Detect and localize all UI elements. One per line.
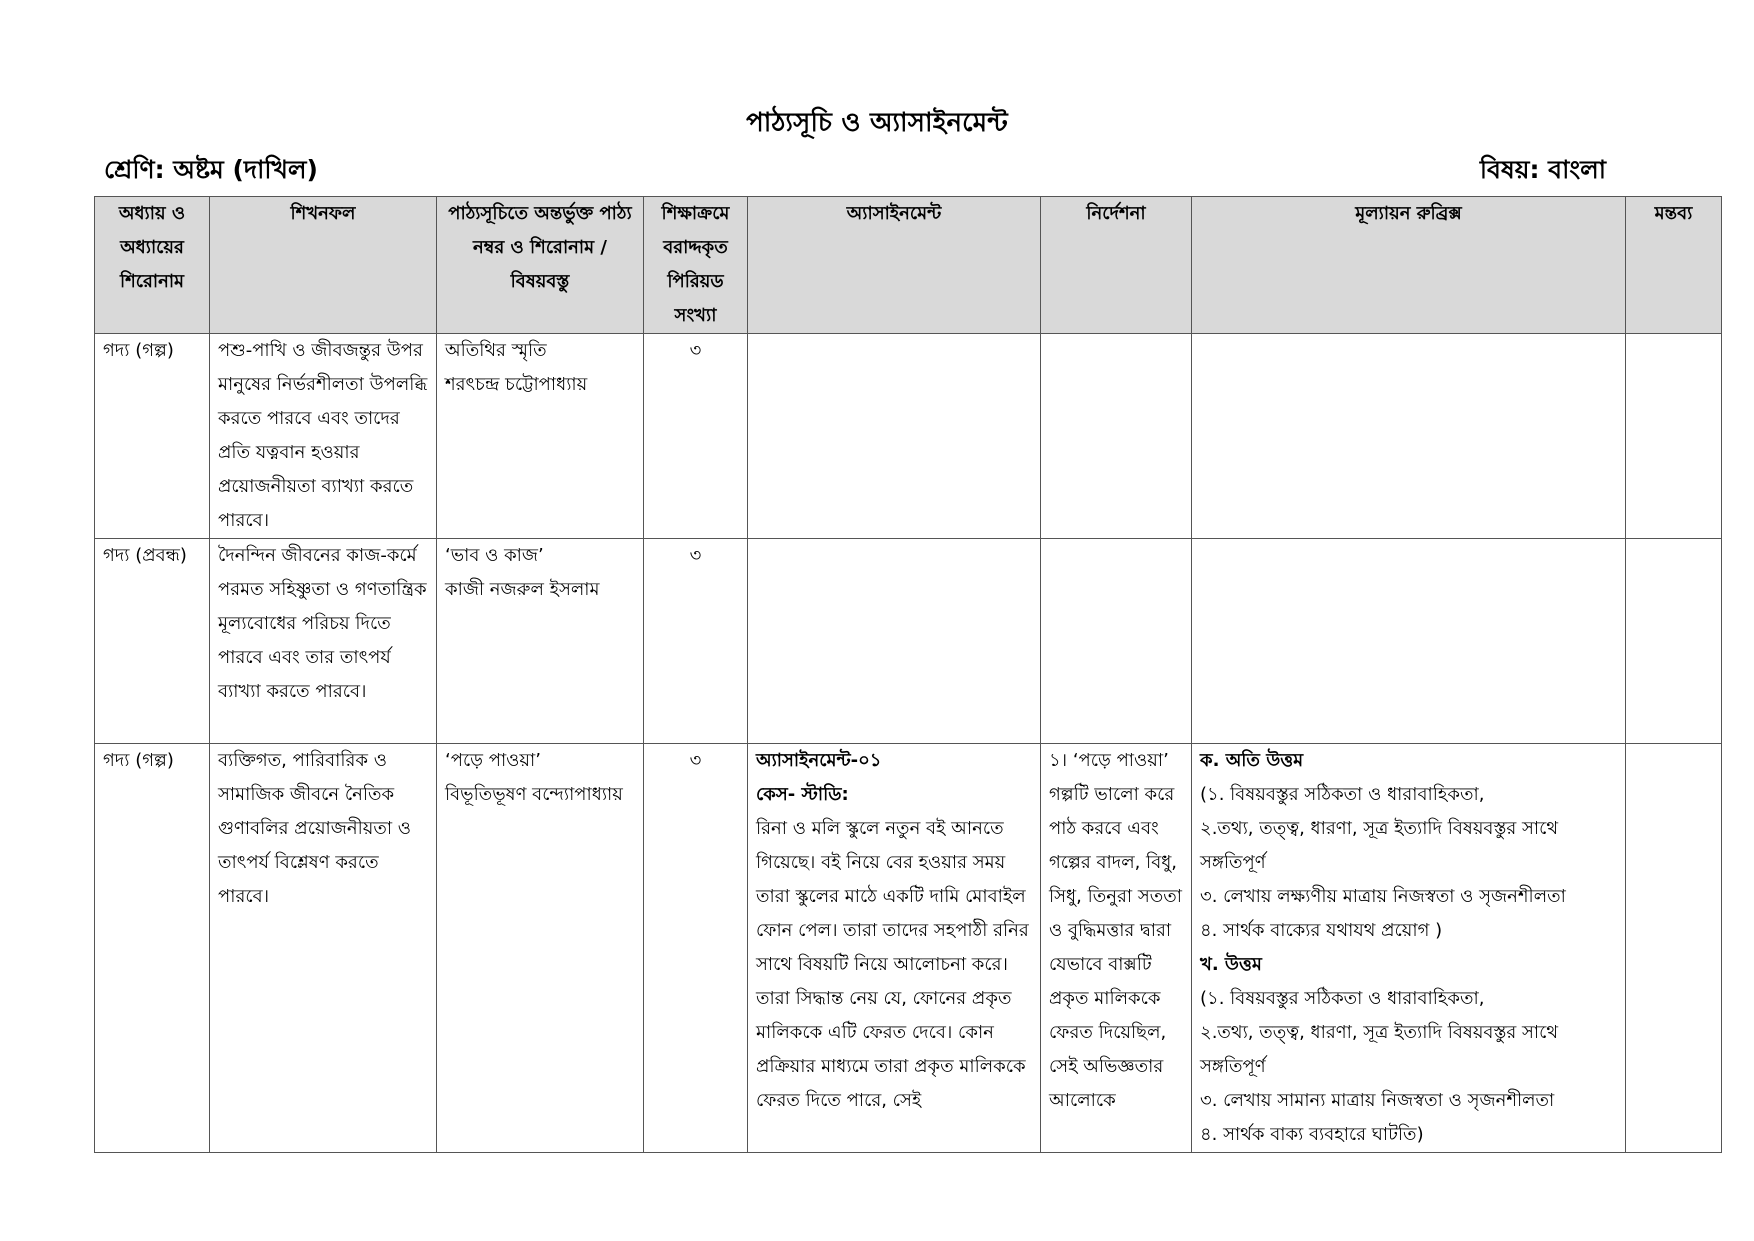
instruction-cell <box>1041 539 1192 744</box>
header-rubric: মূল্যায়ন রুব্রিক্স <box>1192 197 1626 334</box>
rubric-item: ২.তথ্য, তত্ত্ব, ধারণা, সূত্র ইত্যাদি বিষয়বস্তুর সাথে সঙ্গতিপূর্ণ <box>1200 818 1559 873</box>
lesson-cell <box>437 744 644 1153</box>
rubric-item: ৩. লেখায় লক্ষ্যণীয় মাত্রায় নিজস্বতা ও সৃজনশীলতা <box>1200 886 1566 907</box>
periods-cell: ৩ <box>644 744 748 1153</box>
remarks-cell <box>1626 744 1722 1153</box>
table-row <box>95 744 1722 1153</box>
header-periods: শিক্ষাক্রমে বরাদ্দকৃত পিরিয়ড সংখ্যা <box>644 197 748 334</box>
assignment-cell <box>748 539 1041 744</box>
rubric-good-heading: খ. উত্তম <box>1200 954 1262 975</box>
header-outcome: শিখনফল <box>210 197 437 334</box>
rubric-cell <box>1192 539 1626 744</box>
assignment-title: অ্যাসাইনমেন্ট-০১ <box>756 750 882 771</box>
instruction-cell <box>1041 334 1192 539</box>
subject-label: বিষয়: বাংলা <box>1479 155 1606 184</box>
lesson-author: কাজী নজরুল ইসলাম <box>445 579 600 600</box>
header-remarks: মন্তব্য <box>1626 197 1722 334</box>
rubric-item: ৩. লেখায় সামান্য মাত্রায় নিজস্বতা ও সৃজনশীলতা <box>1200 1090 1555 1111</box>
header-chapter: অধ্যায় ও অধ্যায়ের শিরোনাম <box>95 197 210 334</box>
instruction-cell: ১। ‘পড়ে পাওয়া’ গল্পটি ভালো করে পাঠ করবে এবং গল্পের বাদল, বিধু, সিধু, তিনুরা সততা ও বুদ্ধিমত্তার দ্বারা যেভাবে বাক্সটি প্রকৃত মালিককে ফেরত দিয়েছিল, সেই অভিজ্ঞতার আলোকে <box>1041 744 1192 1153</box>
rubric-excellent-heading: ক. অতি উত্তম <box>1200 750 1304 771</box>
rubric-item: (১. বিষয়বস্তুর সঠিকতা ও ধারাবাহিকতা, <box>1200 784 1485 805</box>
lesson-author: শরৎচন্দ্র চট্টোপাধ্যায় <box>445 374 588 395</box>
header-assignment: অ্যাসাইনমেন্ট <box>748 197 1041 334</box>
rubric-item: ৪. সার্থক বাক্য ব্যবহারে ঘাটতি) <box>1200 1124 1424 1145</box>
remarks-cell <box>1626 334 1722 539</box>
table-row <box>95 539 1722 744</box>
lesson-title: ‘ভাব ও কাজ’ <box>445 545 544 566</box>
class-label: শ্রেণি: অষ্টম (দাখিল) <box>104 155 318 184</box>
lesson-author: বিভূতিভূষণ বন্দ্যোপাধ্যায় <box>445 784 623 805</box>
header-instruction: নির্দেশনা <box>1041 197 1192 334</box>
periods-cell: ৩ <box>644 539 748 744</box>
table-row <box>95 334 1722 539</box>
rubric-item: ২.তথ্য, তত্ত্ব, ধারণা, সূত্র ইত্যাদি বিষয়বস্তুর সাথে সঙ্গতিপূর্ণ <box>1200 1022 1559 1077</box>
rubric-item: (১. বিষয়বস্তুর সঠিকতা ও ধারাবাহিকতা, <box>1200 988 1485 1009</box>
lesson-cell <box>437 539 644 744</box>
header-lesson: পাঠ্যসূচিতে অন্তর্ভুক্ত পাঠ্য নম্বর ও শিরোনাম / বিষয়বস্তু <box>437 197 644 334</box>
rubric-item: ৪. সার্থক বাক্যের যথাযথ প্রয়োগ ) <box>1200 920 1443 941</box>
chapter-cell: গদ্য (প্রবন্ধ) <box>95 539 210 744</box>
chapter-cell: গদ্য (গল্প) <box>95 744 210 1153</box>
outcome-cell: পশু-পাখি ও জীবজন্তুর উপর মানুষের নির্ভরশীলতা উপলব্ধি করতে পারবে এবং তাদের প্রতি যত্নবান হওয়ার প্রয়োজনীয়তা ব্যাখ্যা করতে পারবে। <box>210 334 437 539</box>
assignment-text: রিনা ও মলি স্কুলে নতুন বই আনতে গিয়েছে। বই নিয়ে বের হওয়ার সময় তারা স্কুলের মাঠে একটি দামি মোবাইল ফোন পেল। তারা তাদের সহপাঠী রনির সাথে বিষয়টি নিয়ে আলোচনা করে। তারা সিদ্ধান্ত নেয় যে, ফোনের প্রকৃত মালিককে এটি ফেরত দেবে। কোন প্রক্রিয়ার মাধ্যমে তারা প্রকৃত মালিককে ফেরত দিতে পারে, সেই <box>756 818 1029 1111</box>
remarks-cell <box>1626 539 1722 744</box>
lesson-title: ‘পড়ে পাওয়া’ <box>445 750 541 771</box>
outcome-cell: দৈনন্দিন জীবনের কাজ-কর্মে পরমত সহিষ্ণুতা ও গণতান্ত্রিক মূল্যবোধের পরিচয় দিতে পারবে এবং তার তাৎপর্য ব্যাখ্যা করতে পারবে। <box>210 539 437 744</box>
assignment-cell <box>748 744 1041 1153</box>
chapter-cell: গদ্য (গল্প) <box>95 334 210 539</box>
lesson-title: অতিথির স্মৃতি <box>445 340 547 361</box>
rubric-cell <box>1192 334 1626 539</box>
lesson-cell <box>437 334 644 539</box>
assignment-cell <box>748 334 1041 539</box>
assignment-subtitle: কেস- স্টাডি: <box>756 784 849 805</box>
rubric-cell <box>1192 744 1626 1153</box>
header-row <box>95 197 1722 334</box>
document-title: পাঠ্যসূচি ও অ্যাসাইনমেন্ট <box>746 108 1008 138</box>
syllabus-table <box>94 196 1722 1153</box>
outcome-cell: ব্যক্তিগত, পারিবারিক ও সামাজিক জীবনে নৈতিক গুণাবলির প্রয়োজনীয়তা ও তাৎপর্য বিশ্লেষণ করতে পারবে। <box>210 744 437 1153</box>
periods-cell: ৩ <box>644 334 748 539</box>
